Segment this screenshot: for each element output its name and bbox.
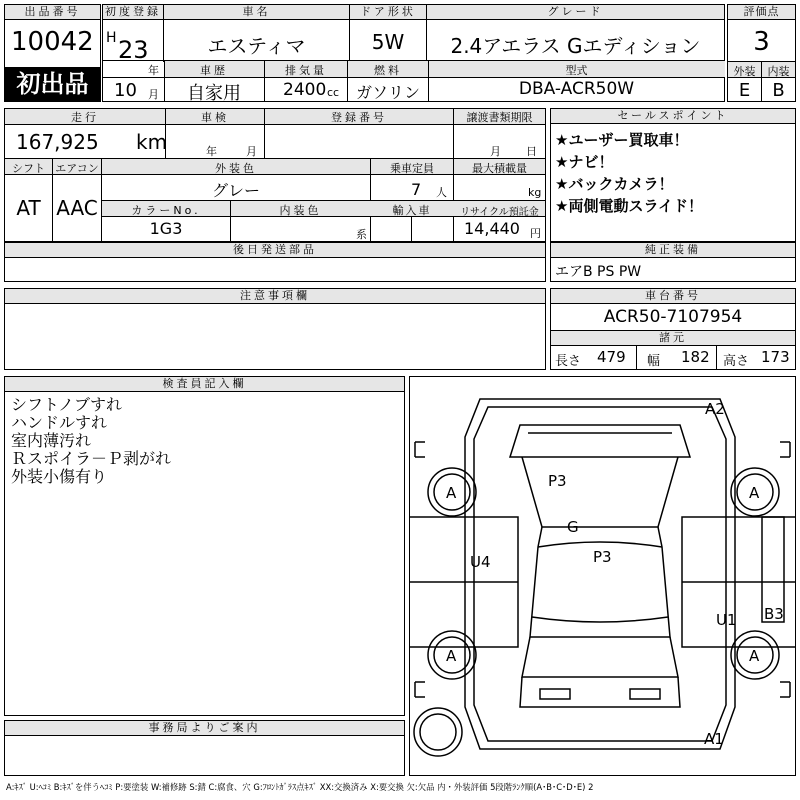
genuine-value: エアB PS PW [555,264,642,280]
genuine-box [550,242,796,282]
history-value: 自家用 [187,83,241,104]
inspector-note: Ｒスポイラ－Ｐ剥がれ [11,449,172,468]
recycle-label: リサイクル預託金 [460,207,539,218]
first-listing-badge: 初出品 [5,67,100,101]
width-label: 幅 [647,354,661,369]
import-label: 輸入車 [392,204,432,217]
load-label: 最大積載量 [472,162,527,175]
damage-mark: A [446,647,457,665]
damage-mark: A [749,484,760,502]
length-label: 長さ [555,354,582,369]
damage-mark: U4 [470,553,491,571]
chassis-box [550,288,796,370]
damage-mark: A [749,647,760,665]
inspector-note: 室内薄汚れ [11,431,92,450]
lot-label: 出品番号 [5,5,100,20]
car-diagram [409,376,796,776]
load-unit: kg [528,186,542,199]
damage-mark: U1 [716,611,737,629]
damage-mark: P3 [593,548,612,566]
month-value: 10 [114,80,137,101]
recycle-unit: 円 [530,227,541,240]
legend: A:ｷｽﾞ U:ﾍｺﾐ B:ｷｽﾞを伴うﾍｺﾐ P:要塗装 W:補修跡 S:錆 C:腐食、穴 G:ﾌﾛﾝﾄｶﾞﾗｽ点ｷｽﾞ XX:交換済み X:要交換 欠:欠品 内・外装評価 5段階ﾗﾝｸ順(A･B･C･D･E) 2 [6,782,594,792]
sales-label: セールスポイント [551,109,795,124]
seats-unit: 人 [436,186,447,199]
interior-value: B [772,80,785,101]
width-value: 182 [681,348,710,366]
door-label: ドア形状 [350,5,426,19]
inspector-note: 外装小傷有り [11,467,108,486]
sales-point: ★両側電動スライド！ [555,197,703,215]
mileage-value: 167,925 [16,130,99,154]
length-value: 479 [597,348,626,366]
dims-label: 諸元 [551,330,795,346]
insp-year-unit: 年 [206,145,217,158]
damage-mark: P3 [548,472,567,490]
car-name: エスティマ [207,34,306,58]
first-reg-label: 初度登録 [105,5,161,18]
score-value: 3 [753,27,770,57]
inspector-note: ハンドルすれ [11,413,108,432]
transfer-day-unit: 日 [526,145,537,158]
era-year: 23 [118,36,149,64]
displacement-label: 排気量 [285,64,327,77]
shift-value: AT [16,196,41,220]
transfer-label: 譲渡書類期限 [466,111,533,124]
seats-label: 乗車定員 [390,162,434,175]
sales-point: ★バックカメラ！ [555,175,674,193]
lot-box [4,4,101,102]
shift-label: シフト [12,162,45,175]
year-unit: 年 [148,64,159,77]
ac-label: エアコン [55,162,99,175]
displacement-unit: cc [327,86,340,99]
history-label: 車歴 [200,64,228,77]
model-value: DBA-ACR50W [518,79,635,99]
height-label: 高さ [723,354,750,369]
score-box [727,4,796,102]
lot-number: 10042 [11,27,94,57]
grade-label: グレード [427,5,724,19]
ext-color-label: 外装色 [215,162,257,175]
fuel-value: ガソリン [355,83,420,102]
ext-color-value: グレー [211,181,260,200]
caution-box [4,288,546,370]
exterior-label: 外装 [733,65,756,78]
int-color-unit: 系 [356,228,367,241]
displacement-value: 2400 [283,80,327,100]
damage-mark: G [567,518,579,536]
damage-mark: B3 [764,605,784,623]
genuine-label: 純正装備 [551,243,795,258]
car-name-label: 車名 [164,5,349,19]
chassis-value: ACR50-7107954 [603,307,743,327]
inspector-box [4,376,405,716]
model-label: 型式 [565,64,588,77]
exterior-value: E [738,80,751,101]
sales-point: ★ナビ！ [555,153,614,171]
insp-month-unit: 月 [246,145,257,158]
height-value: 173 [761,348,790,366]
grade-value: 2.4アエラス Gエディション [450,34,701,58]
month-unit: 月 [148,88,159,101]
fuel-label: 燃料 [374,64,402,77]
ac-value: AAC [56,196,98,220]
damage-mark: A1 [704,730,724,748]
inspection-label: 車検 [201,111,229,124]
office-box [4,720,405,776]
era-letter: H [106,30,117,46]
score-label: 評価点 [728,5,795,20]
door-value: 5W [371,30,405,54]
inspector-note: シフトノブすれ [11,395,123,414]
later-parts-box [4,242,546,282]
inspector-label: 検査員記入欄 [5,377,404,392]
mileage-label: 走行 [71,111,99,124]
int-color-label: 内装色 [279,204,322,217]
transfer-month-unit: 月 [490,145,501,158]
sales-box [550,108,796,242]
caution-label: 注意事項欄 [5,289,545,304]
chassis-label: 車台番号 [551,289,795,304]
damage-mark: A2 [705,400,725,418]
mileage-unit: km [136,130,168,154]
car-outline-drawing [410,377,795,775]
color-no-label: カラーNo. [131,204,201,217]
damage-mark: A [446,484,457,502]
recycle-value: 14,440 [464,219,520,238]
seats-value: 7 [411,180,422,199]
later-parts-label: 後日発送部品 [5,243,545,258]
sales-point: ★ユーザー買取車！ [555,131,689,149]
color-no-value: 1G3 [149,219,183,238]
interior-label: 内装 [767,65,790,78]
reg-no-label: 登録番号 [331,111,387,124]
office-label: 事務局よりご案内 [5,721,404,736]
